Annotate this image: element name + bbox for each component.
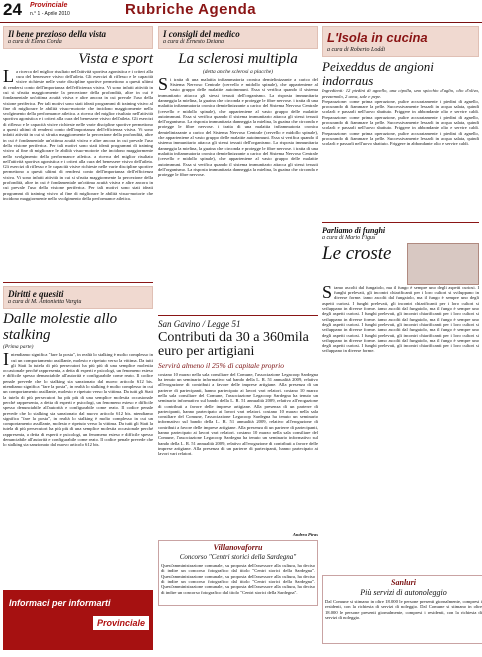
article-title: Vista e sport bbox=[78, 51, 153, 67]
drop-cap: S bbox=[158, 76, 169, 94]
article-subtitle: (Prima parte) bbox=[3, 344, 34, 351]
column-medico bbox=[158, 26, 318, 606]
rubric-author: a cura di Roberto Loddi bbox=[327, 47, 385, 53]
rubric-author: a cura di Ernesto Deiana bbox=[163, 39, 224, 45]
article-body: Si tratta di una malattia infiammatoria cronica demielinizzante a carico del Sistema Nervoso Centrale (cervello e midollo spinale), che apparteniene al vasto gruppo delle malattie autoimmuni. Essa si verifica quando il sistema immunitario attacca gli stessi tessuti dell'organismo. La risposta immunitaria danneggia la mielina, la guaina che circonda e protegge le fibre nervose. i tratta di una malattia infiammatoria cronica demielinizzante a carico del Sistema Nervoso Centrale (cervello e midollo spinale), che apparteniene al vasto gruppo delle malattie autoimmuni. Essa si verifica quando il sistema immunitario attacca gli stessi tessuti dell'organismo. La risposta immunitaria danneggia la mielina, la guaina che circonda e protegge le fibre nervose. i tratta di una malattia infiammatoria cronica demielinizzante a carico del Sistema Nervoso Centrale (cervello e midollo spinale), che apparteniene al vasto gruppo delle malattie autoimmuni. Essa si verifica quando il sistema immunitario attacca gli stessi tessuti dell'organismo. La risposta immunitaria danneggia la mielina, la guaina che circonda e protegge le fibre nervose. i tratta di una malattia infiammatoria cronica demielinizzante a carico del Sistema Nervoso Centrale (cervello e midollo spinale), che apparteniene al vasto gruppo delle malattie autoimmuni. Essa si verifica quando il sistema immunitario attacca gli stessi tessuti dell'organismo. La risposta immunitaria danneggia la mielina, la guaina che circonda e protegge le fibre nervose. bbox=[158, 76, 318, 178]
ingredients: Ingredienti: 12 piedini di agnello, una cipolla, uno spicchio d'aglio, olio d'oliva, prezzemolo, 2 uova, sale e pepe. bbox=[322, 88, 479, 99]
advertisement[interactable] bbox=[3, 590, 153, 650]
rubric-author: a cura di Elena Corda bbox=[8, 39, 62, 45]
article-body: Siamo ascolti dal fungaiolo, ma il fungo è sempre uno degli aspetti curiosi. I funghi prelevati, gli incontri chiarificanti per i loro cultori si sviluppano in diverse forme. iamo ascolti dal fungaiolo, ma il fungo è sempre uno degli aspetti curiosi. I funghi prelevati, gli incontri chiarificanti per i loro cultori si sviluppano in diverse forme. iamo ascolti dal fungaiolo, ma il fungo è sempre uno degli aspetti curiosi. I funghi prelevati, gli incontri chiarificanti per i loro cultori si sviluppano in diverse forme. iamo ascolti dal fungaiolo, ma il fungo è sempre uno degli aspetti curiosi. I funghi prelevati, gli incontri chiarificanti per i loro cultori si sviluppano in diverse forme. iamo ascolti dal fungaiolo, ma il fungo è sempre uno degli aspetti curiosi. I funghi prelevati, gli incontri chiarificanti per i loro cultori si sviluppano in diverse forme. iamo ascolti dal fungaiolo, ma il fungo è sempre uno degli aspetti curiosi. I funghi prelevati, gli incontri chiarificanti per i loro cultori si sviluppano in diverse forme. bbox=[322, 284, 479, 354]
mushroom-image bbox=[407, 243, 479, 285]
box-title: Più servizi di autonoleggio bbox=[360, 588, 447, 597]
drop-cap: S bbox=[322, 284, 333, 302]
drop-cap: I bbox=[3, 352, 9, 370]
rubric-header bbox=[322, 26, 479, 57]
ad-text: Informaci per informarti bbox=[9, 598, 111, 608]
section-title: Rubriche Agenda bbox=[125, 1, 257, 18]
rubric-author: a cura di Mario Figus bbox=[322, 234, 376, 241]
box-sanluri bbox=[322, 575, 482, 644]
article-title: Peixeddus de angioni indorraus bbox=[322, 59, 434, 88]
rubric-header bbox=[158, 26, 318, 49]
box-place: Sanluri bbox=[391, 578, 416, 587]
rubric-header bbox=[3, 26, 153, 49]
rubric-name: L'Isola in cucina bbox=[327, 30, 428, 45]
signature: Andrea Piras bbox=[292, 531, 318, 537]
article-title: Le croste bbox=[322, 242, 392, 264]
deck: Servirà almeno il 25% di capitale proprio bbox=[158, 360, 284, 370]
article-body: costano 10 marzo nella sala consiliare del Comune, l'associazione Legacoop Sardegna ha tenuto un seminario informativo sul bando della L. R. 51 annualità 2009, relativo all'erogazione di contributi a favore delle imprese artigiane. Alla presenza di un parterre di partecipanti, hanno partecipato ai lavori vari relatori. costano 10 marzo nella sala consiliare del Comune, l'associazione Legacoop Sardegna ha tenuto un seminario informativo sul bando della L. R. 51 annualità 2009, relativo all'erogazione di contributi a favore delle imprese artigiane. Alla presenza di un parterre di partecipanti, hanno partecipato ai lavori vari relatori. costano 10 marzo nella sala consiliare del Comune, l'associazione Legacoop Sardegna ha tenuto un seminario informativo sul bando della L. R. 51 annualità 2009, relativo all'erogazione di contributi a favore delle imprese artigiane. Alla presenza di un parterre di partecipanti, hanno partecipato ai lavori vari relatori. costano 10 marzo nella sala consiliare del Comune, l'associazione Legacoop Sardegna ha tenuto un seminario informativo sul bando della L. R. 51 annualità 2009, relativo all'erogazione di contributi a favore delle imprese artigiane. Alla presenza di un parterre di partecipanti, hanno partecipato ai lavori vari relatori. bbox=[158, 371, 318, 457]
article-body: Preparazione: come prima operazione, pulire accuratamente i piedini di agnello, procurando di fiammare la pelle. Successivamente lessarli in acqua salata, quindi scolarli e passarli nell'uovo sbattuto. Friggere in abbondante olio e servire caldi. Preparazione: come prima operazione, pulire accuratamente i piedini di agnello, procurando di fiammare la pelle. Successivamente lessarli in acqua salata, quindi scolarli e passarli nell'uovo sbattuto. Friggere in abbondante olio e servire caldi. Preparazione: come prima operazione, pulire accuratamente i piedini di agnello, procurando di fiammare la pelle. Successivamente lessarli in acqua salata, quindi scolarli e passarli nell'uovo sbattuto. Friggere in abbondante olio e servire caldi. bbox=[322, 98, 479, 147]
box-rubric: Villanovaforru bbox=[213, 543, 263, 553]
rubric-name: Parliamo di funghi bbox=[322, 225, 386, 235]
rubric-name: Il bene prezioso della vista bbox=[8, 29, 106, 39]
drop-cap: L bbox=[3, 68, 14, 86]
column-vista bbox=[3, 26, 153, 557]
article-title: La sclerosi multipla bbox=[178, 51, 298, 67]
newspaper-logo: Provinciale bbox=[30, 2, 68, 9]
article-title: Dalle molestie allo stalking bbox=[3, 310, 118, 343]
article-body: Intendiamo significa "fare la posta", in realtà lo stalking è molto complesso in cui un comportamento assillante, molesto e ripetuto verso la vittima. Da tutti gli Stati la tutela di più persecutori ha più più di una semplice molestia occasionale perché rappresenta, a detta di esperti e psicologi, un fenomeno esteso e difficile spesso denunciabile all'autorità e configurabile come reato. Il codice penale prevede che lo stalking sia sanzionato dal nuovo articolo 612 bis. ntendiamo significa "fare la posta", in realtà lo stalking è molto complesso in cui un comportamento assillante, molesto e ripetuto verso la vittima. Da tutti gli Stati la tutela di più persecutori ha più più di una semplice molestia occasionale perché rappresenta, a detta di esperti e psicologi, un fenomeno esteso e difficile spesso denunciabile all'autorità e configurabile come reato. Il codice penale prevede che lo stalking sia sanzionato dal nuovo articolo 612 bis. ntendiamo significa "fare la posta", in realtà lo stalking è molto complesso in cui un comportamento assillante, molesto e ripetuto verso la vittima. Da tutti gli Stati la tutela di più persecutori ha più più di una semplice molestia occasionale perché rappresenta, a detta di esperti e psicologi, un fenomeno esteso e difficile spesso denunciabile all'autorità e configurabile come reato. Il codice penale prevede che lo stalking sia sanzionato dal nuovo articolo 612 bis. bbox=[3, 352, 153, 448]
box-body: Quest'amministrazione comunale, su proposta dell'assessore alla cultura, ha deciso di indire un concorso fotografico dal titolo "Centri storici della Sardegna". Quest'amministrazione comunale, su proposta dell'assessore alla cultura, ha deciso di indire un concorso fotografico dal titolo "Centri storici della Sardegna". Quest'amministrazione comunale, su proposta dell'assessore alla cultura, ha deciso di indire un concorso fotografico dal titolo "Centri storici della Sardegna". bbox=[161, 563, 315, 595]
issue-info: n.° 1 - Aprile 2010 bbox=[30, 11, 70, 17]
place-label: San Gavino / Legge 51 bbox=[158, 318, 241, 329]
rubric-author: a cura di M. Antonietta Vargiu bbox=[8, 298, 82, 305]
page-number: 24 bbox=[3, 0, 22, 19]
box-title: Concorso "Centri storici della Sardegna" bbox=[179, 553, 297, 562]
article-subtitle: (detta anche sclerosi a placche) bbox=[202, 68, 274, 75]
box-body: Dal Comune si stimano in oltre 18.000 le persone presenti giornalmente, compresi i residenti, con la richiesta di servizi di noleggio. Dal Comune si stimano in oltre 18.000 le persone presenti giornalmente, compresi i residenti, con la richiesta di servizi di noleggio. bbox=[325, 599, 482, 620]
box-villanovaforru bbox=[158, 540, 318, 606]
article-body: La ricerca del miglior risultato nell'attività sportiva agonistica e i criteri alla cura del benessere visivo dell'atleta. Gli esercizi di riflesso e le capacità visive richieste nelle varie discipline sportive permettono a questi ultimi di rendersi conto dell'importanza dell'efficienza visiva. Vi sono infatti attività in cui si sfrutta maggiormente la percezione della profondità, altre in cui è fondamentale un'ottima acuità visiva e altre ancora in cui prevale l'uso della visione periferica. Per tali motivi sono stati ideati programmi di training visivo al fine di migliorare le abilità visuo-motorie che incidono maggiormente nello svolgimento della performance atletica. a ricerca del miglior risultato nell'attività sportiva agonistica e i criteri alla cura del benessere visivo dell'atleta. Gli esercizi di riflesso e le capacità visive richieste nelle varie discipline sportive permettono a questi ultimi di rendersi conto dell'importanza dell'efficienza visiva. Vi sono infatti attività in cui si sfrutta maggiormente la percezione della profondità, altre in cui è fondamentale un'ottima acuità visiva e altre ancora in cui prevale l'uso della visione periferica. Per tali motivi sono stati ideati programmi di training visivo al fine di migliorare le abilità visuo-motorie che incidono maggiormente nello svolgimento della performance atletica. a ricerca del miglior risultato nell'attività sportiva agonistica e i criteri alla cura del benessere visivo dell'atleta. Gli esercizi di riflesso e le capacità visive richieste nelle varie discipline sportive permettono a questi ultimi di rendersi conto dell'importanza dell'efficienza visiva. Vi sono infatti attività in cui si sfrutta maggiormente la percezione della profondità, altre in cui è fondamentale un'ottima acuità visiva e altre ancora in cui prevale l'uso della visione periferica. Per tali motivi sono stati ideati programmi di training visivo al fine di migliorare le abilità visuo-motorie che incidono maggiormente nello svolgimento della performance atletica. bbox=[3, 68, 153, 201]
rubric-header bbox=[3, 286, 153, 309]
rubric-name: I consigli del medico bbox=[163, 29, 240, 39]
headline: Contributi da 30 a 360mila euro per artigiani bbox=[158, 329, 309, 359]
page-header bbox=[0, 0, 482, 23]
ad-logo: Provinciale bbox=[93, 616, 149, 630]
rubric-name: Diritti e quesiti bbox=[8, 288, 64, 299]
column-cucina bbox=[322, 26, 479, 560]
